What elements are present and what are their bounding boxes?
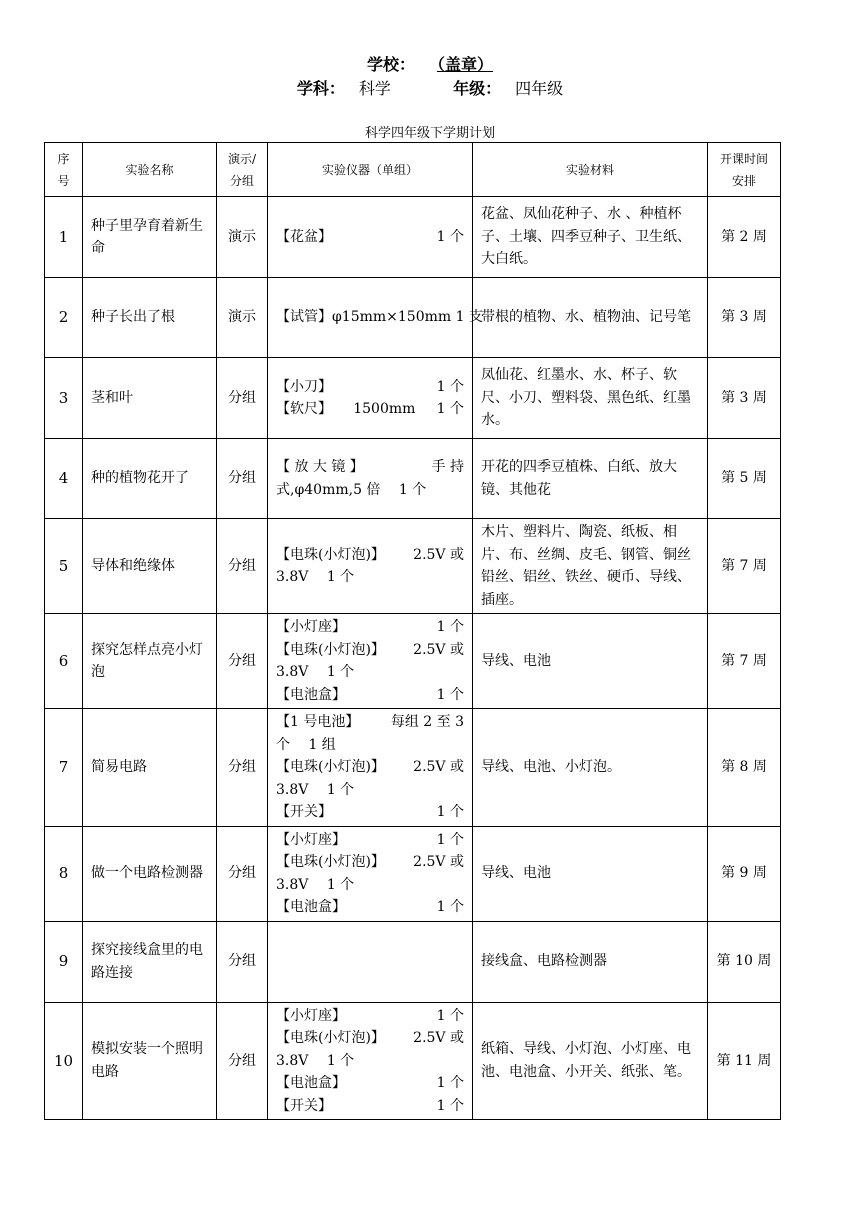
instrument-part: 【小刀】 <box>276 378 332 395</box>
instrument-line <box>276 1005 464 1028</box>
instrument-part: 1 个 <box>436 899 464 915</box>
instrument-part: 3.8V 1 个 <box>276 781 355 798</box>
instrument-line <box>276 544 464 567</box>
instrument-line <box>276 226 464 249</box>
school-label: 学校： <box>366 55 415 74</box>
instruments-cell <box>268 921 473 1002</box>
instrument-part: 1 个 <box>436 1007 464 1024</box>
experiment-mode: 分组 <box>217 709 268 827</box>
instrument-line <box>276 479 464 502</box>
instrument-line <box>276 398 464 421</box>
subject-grade-line <box>0 76 860 99</box>
row-number: 2 <box>45 278 83 358</box>
subject-value: 科学 <box>358 79 391 98</box>
row-number: 8 <box>45 826 83 921</box>
materials-cell: 纸箱、导线、小灯泡、小灯座、电池、电池盒、小开关、纸张、笔。 <box>473 1002 708 1120</box>
table-row <box>45 614 781 709</box>
experiment-name: 种子里孕育着新生命 <box>83 197 217 278</box>
experiment-name: 做一个电路检测器 <box>83 826 217 921</box>
instrument-part: 3.8V 1 个 <box>276 569 355 585</box>
instrument-part: 【电珠(小灯泡)】 <box>276 759 385 775</box>
instrument-line <box>276 779 464 802</box>
instrument-part: 【小灯座】 <box>276 1007 346 1024</box>
instrument-part: 1 个 <box>436 1075 464 1091</box>
instrument-line <box>276 801 464 824</box>
instrument-line <box>276 711 464 734</box>
instrument-part: 【1 号电池】 <box>276 714 360 730</box>
schedule-week: 第 3 周 <box>708 278 781 358</box>
schedule-week: 第 7 周 <box>708 614 781 709</box>
instruments-cell <box>268 709 473 827</box>
instrument-line <box>276 734 464 757</box>
instrument-line <box>276 566 464 589</box>
instrument-part: 3.8V 1 个 <box>276 876 355 893</box>
materials-cell: 导线、电池 <box>473 614 708 709</box>
experiment-name: 探究接线盒里的电路连接 <box>83 921 217 1002</box>
grade-label: 年级： <box>453 79 502 98</box>
instrument-part: 个 1 组 <box>276 736 336 753</box>
table-row <box>45 439 781 519</box>
experiment-name: 种的植物花开了 <box>83 439 217 519</box>
materials-cell: 开花的四季豆植株、白纸、放大镜、其他花 <box>473 439 708 519</box>
table-caption: 科学四年级下学期计划 <box>364 126 495 141</box>
row-number: 9 <box>45 921 83 1002</box>
materials-cell: 带根的植物、水、植物油、记号笔 <box>473 278 708 358</box>
instrument-line <box>276 1027 464 1050</box>
table-row <box>45 826 781 921</box>
experiment-plan-table <box>44 142 781 1120</box>
header-name: 实验名称 <box>83 143 217 197</box>
instruments-cell <box>268 197 473 278</box>
instrument-line <box>276 851 464 874</box>
instrument-part: 【电珠(小灯泡)】 <box>276 854 385 870</box>
instrument-part: 【电珠(小灯泡)】 <box>276 546 385 563</box>
instruments-cell <box>268 1002 473 1120</box>
schedule-week: 第 2 周 <box>708 197 781 278</box>
instrument-line <box>276 1050 464 1073</box>
row-number: 10 <box>45 1002 83 1120</box>
instrument-part: 1 个 <box>436 228 464 245</box>
materials-cell: 导线、电池 <box>473 826 708 921</box>
instruments-cell <box>268 358 473 439</box>
experiment-name: 种子长出了根 <box>83 278 217 358</box>
instrument-line <box>276 306 483 329</box>
table-row <box>45 921 781 1002</box>
schedule-week: 第 9 周 <box>708 826 781 921</box>
instrument-part: 【电珠(小灯泡)】 <box>276 1030 385 1046</box>
instrument-part: 【开关】 <box>276 1097 332 1114</box>
table-row <box>45 278 781 358</box>
materials-cell: 花盆、凤仙花种子、水 、种植杯子、土壤、四季豆种子、卫生纸、大白纸。 <box>473 197 708 278</box>
instrument-line <box>276 661 464 684</box>
grade-value: 四年级 <box>515 79 564 98</box>
school-seal: （盖章） <box>437 55 494 74</box>
instrument-part: 1 个 <box>436 378 464 395</box>
instrument-part: 手 持 <box>431 459 464 475</box>
instrument-part: 1 个 <box>436 686 464 703</box>
experiment-mode: 演示 <box>217 197 268 278</box>
instrument-part: 2.5V 或 <box>413 759 464 775</box>
instrument-line <box>276 756 464 779</box>
materials-cell: 接线盒、电路检测器 <box>473 921 708 1002</box>
row-number: 7 <box>45 709 83 827</box>
experiment-name: 模拟安装一个照明电路 <box>83 1002 217 1120</box>
instrument-line <box>276 1072 464 1095</box>
instrument-part: 式,φ40mm,5 倍 1 个 <box>276 481 427 498</box>
table-row <box>45 1002 781 1120</box>
instrument-line <box>276 829 464 852</box>
instrument-part: 【试管】φ15mm×150mm 1 支 <box>276 309 483 326</box>
experiment-mode: 分组 <box>217 519 268 614</box>
experiment-name: 探究怎样点亮小灯泡 <box>83 614 217 709</box>
instrument-part: 2.5V 或 <box>413 546 464 563</box>
instrument-part: 2.5V 或 <box>413 1030 464 1046</box>
instruments-cell <box>268 439 473 519</box>
instrument-part: 1 个 <box>436 1097 464 1114</box>
experiment-mode: 分组 <box>217 921 268 1002</box>
instrument-line <box>276 616 464 639</box>
row-number: 1 <box>45 197 83 278</box>
instruments-cell <box>268 614 473 709</box>
header-no: 序 号 <box>45 143 83 197</box>
instrument-line <box>276 1095 464 1118</box>
instrument-part: 1 个 <box>436 804 464 820</box>
instrument-part: 【小灯座】 <box>276 619 346 635</box>
experiment-mode: 分组 <box>217 826 268 921</box>
instruments-cell <box>268 826 473 921</box>
instrument-part: 【电池盒】 <box>276 1075 346 1091</box>
instrument-part: 【小灯座】 <box>276 831 346 848</box>
experiment-name: 茎和叶 <box>83 358 217 439</box>
table-row <box>45 358 781 439</box>
instrument-line <box>276 684 464 707</box>
header-schedule: 开课时间 安排 <box>708 143 781 197</box>
experiment-mode: 分组 <box>217 358 268 439</box>
instrument-line <box>276 376 464 399</box>
instrument-part: 1500mm <box>353 401 416 417</box>
table-header-row <box>45 143 781 197</box>
experiment-mode: 分组 <box>217 614 268 709</box>
materials-cell: 凤仙花、红墨水、水、杯子、软尺、小刀、塑料袋、黑色纸、红墨水。 <box>473 358 708 439</box>
schedule-week: 第 3 周 <box>708 358 781 439</box>
table-row <box>45 197 781 278</box>
header-mode: 演示/ 分组 <box>217 143 268 197</box>
materials-cell: 木片、塑料片、陶瓷、纸板、相片、布、丝绸、皮毛、钢管、铜丝铅丝、铝丝、铁丝、硬币、导线、插座。 <box>473 519 708 614</box>
row-number: 3 <box>45 358 83 439</box>
instrument-line <box>276 874 464 897</box>
instruments-cell <box>268 519 473 614</box>
schedule-week: 第 11 周 <box>708 1002 781 1120</box>
row-number: 5 <box>45 519 83 614</box>
instrument-part: 【电珠(小灯泡)】 <box>276 641 385 658</box>
instrument-part: 每组 2 至 3 <box>390 714 464 730</box>
instrument-line <box>276 456 464 479</box>
instrument-part: 【花盆】 <box>276 228 332 245</box>
instrument-part: 【 放 大 镜 】 <box>276 459 364 475</box>
instrument-part: 3.8V 1 个 <box>276 1052 355 1069</box>
instrument-part: 2.5V 或 <box>413 854 464 870</box>
row-number: 6 <box>45 614 83 709</box>
instrument-part: 1 个 <box>436 619 464 635</box>
experiment-mode: 分组 <box>217 439 268 519</box>
header-materials: 实验材料 <box>473 143 708 197</box>
experiment-name: 简易电路 <box>83 709 217 827</box>
experiment-mode: 分组 <box>217 1002 268 1120</box>
instrument-part: 【软尺】 <box>276 401 332 417</box>
schedule-week: 第 10 周 <box>708 921 781 1002</box>
schedule-week: 第 5 周 <box>708 439 781 519</box>
instrument-part: 【电池盒】 <box>276 899 346 915</box>
instrument-part: 3.8V 1 个 <box>276 664 355 680</box>
experiment-name: 导体和绝缘体 <box>83 519 217 614</box>
schedule-week: 第 8 周 <box>708 709 781 827</box>
table-row <box>45 709 781 827</box>
instrument-line <box>276 896 464 919</box>
instrument-line <box>276 639 464 662</box>
instrument-part: 【开关】 <box>276 804 332 820</box>
experiment-mode: 演示 <box>217 278 268 358</box>
materials-cell: 导线、电池、小灯泡。 <box>473 709 708 827</box>
school-line <box>0 52 860 75</box>
table-row <box>45 519 781 614</box>
header-instruments: 实验仪器（单组） <box>268 143 473 197</box>
instruments-cell <box>268 278 483 358</box>
instrument-part: 1 个 <box>436 831 464 848</box>
subject-label: 学科： <box>296 79 345 98</box>
instrument-part: 【电池盒】 <box>276 686 346 703</box>
instrument-part: 2.5V 或 <box>413 641 464 658</box>
instrument-part: 1 个 <box>436 401 464 417</box>
row-number: 4 <box>45 439 83 519</box>
schedule-week: 第 7 周 <box>708 519 781 614</box>
